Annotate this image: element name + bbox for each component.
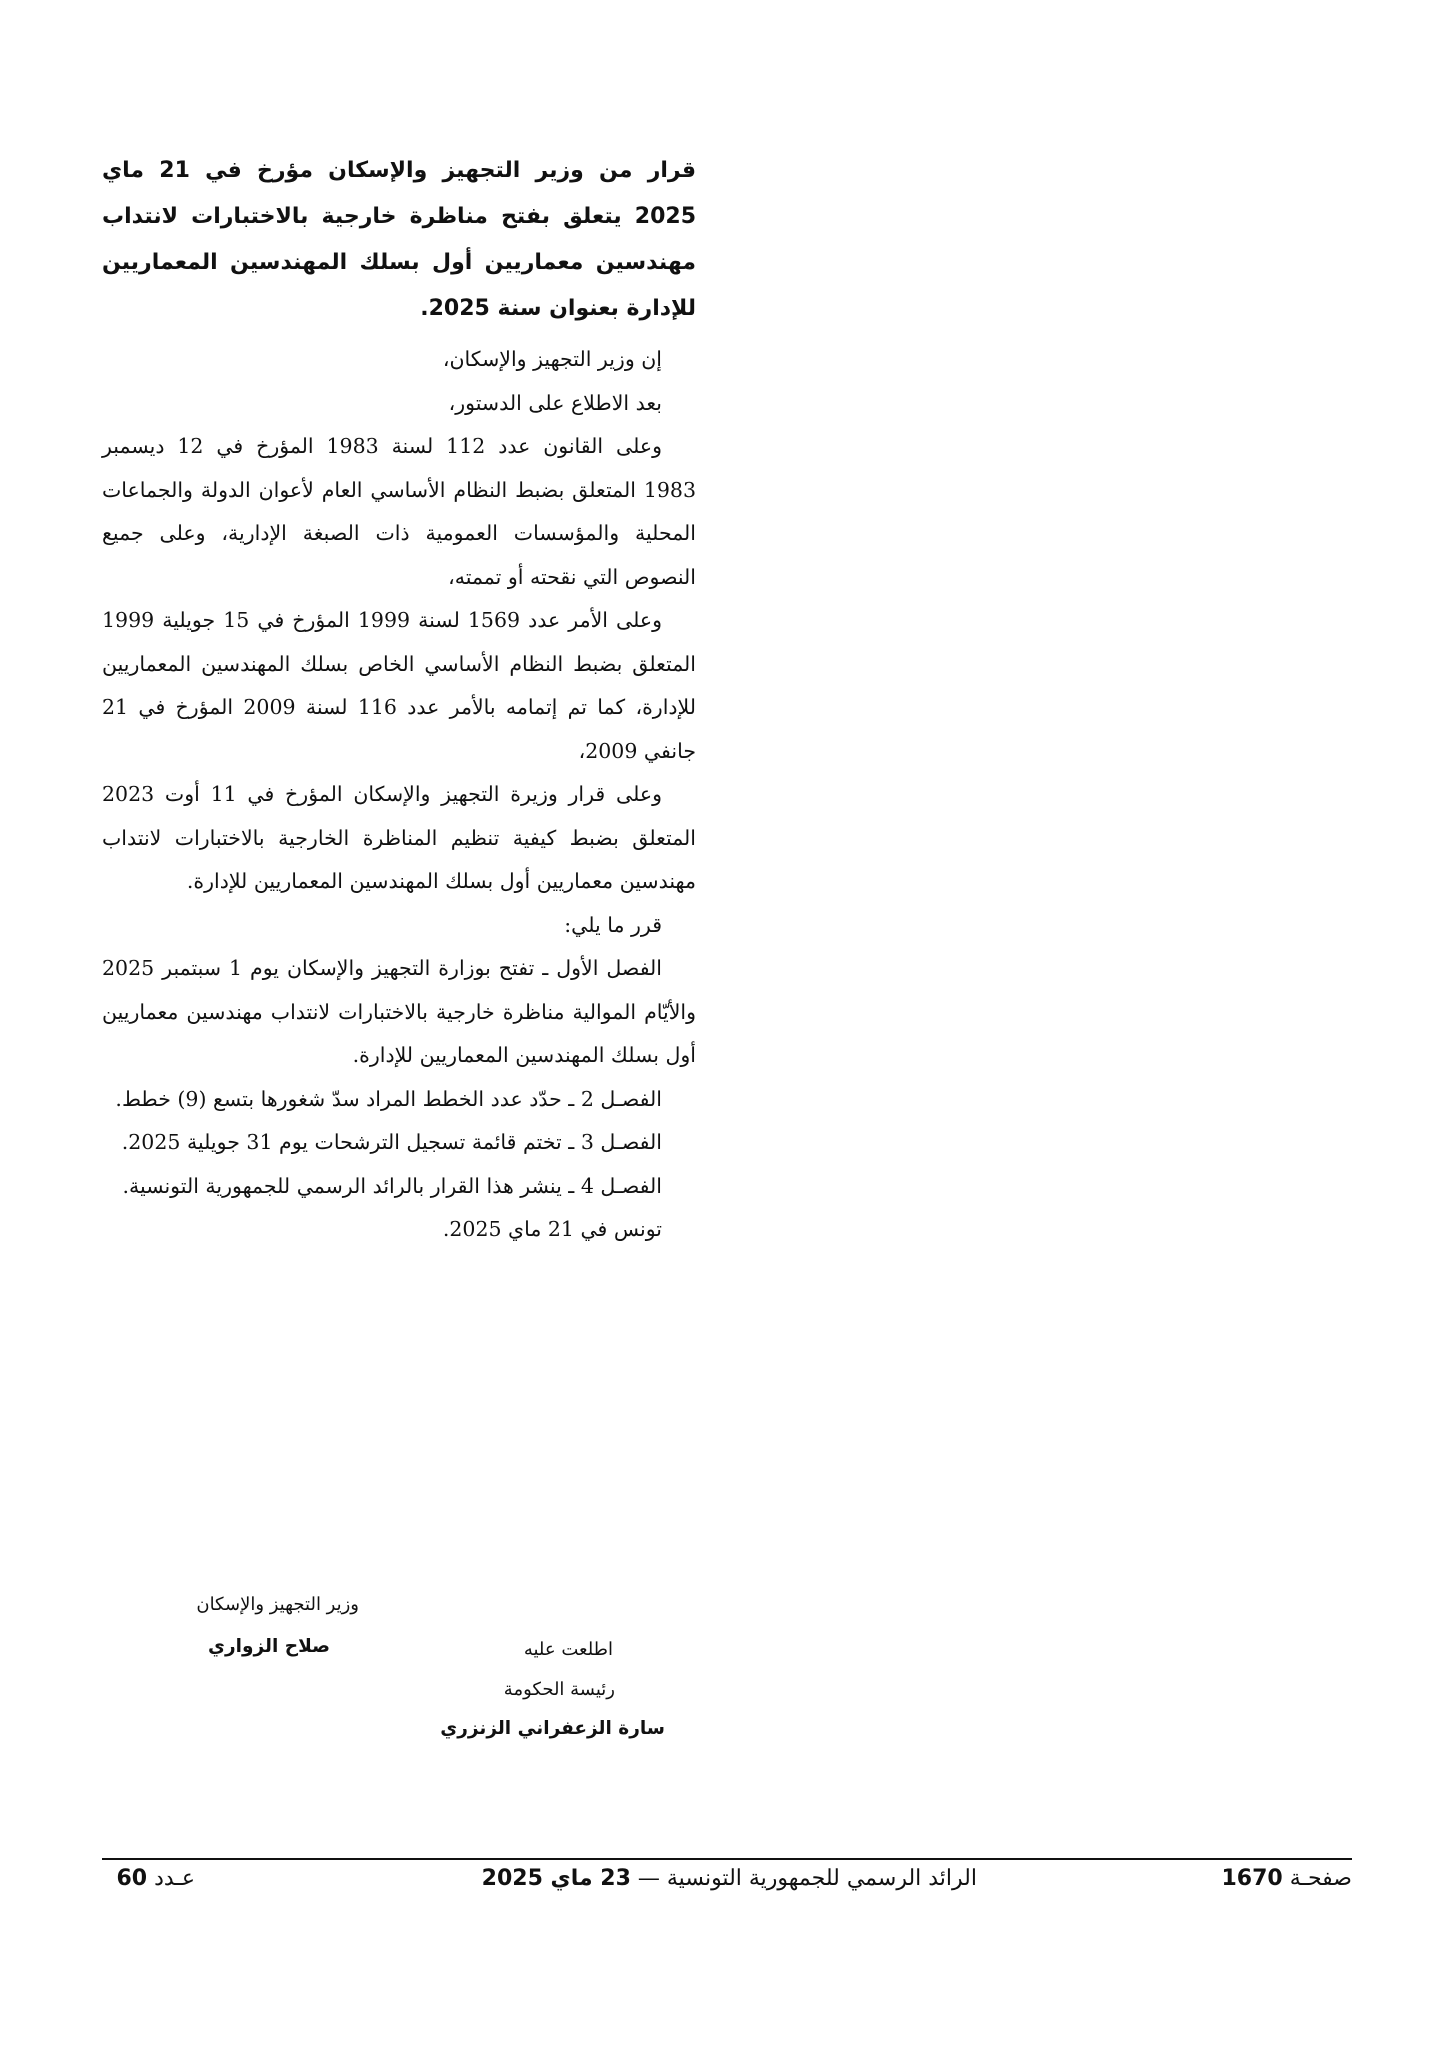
footer-journal bbox=[482, 1866, 977, 1891]
footer-issue-label: عـدد bbox=[154, 1866, 195, 1891]
paragraph-decides: قرر ما يلي: bbox=[564, 912, 662, 937]
pm-title: رئيسة الحكومة bbox=[503, 1679, 615, 1700]
article-1: الفصل الأول ـ تفتح بوزارة التجهيز والإسكان يوم 1 سبتمبر 2025 والأيّام الموالية مناظرة خارجية بالاختبارات لانتداب مهندسين معماريين أول بسلك المهندسين المعماريين للإدارة. bbox=[102, 956, 696, 1067]
article-3: الفصـل 3 ـ تختم قائمة تسجيل الترشحات يوم 31 جويلية 2025. bbox=[121, 1130, 662, 1154]
date-line: تونس في 21 ماي 2025. bbox=[442, 1217, 662, 1241]
decree-column bbox=[102, 148, 696, 1252]
pm-name: سارة الزعفراني الزنزري bbox=[440, 1718, 665, 1739]
paragraph-law-112: وعلى القانون عدد 112 لسنة 1983 المؤرخ في 12 ديسمبر 1983 المتعلق بضبط النظام الأساسي العام لأعوان الدولة والجماعات المحلية والمؤسسات العمومية ذات الصبغة الإدارية، وعلى جميع النصوص التي نقحته أو تممته، bbox=[102, 434, 696, 589]
footer-page bbox=[1222, 1866, 1353, 1891]
footer-issue bbox=[116, 1866, 195, 1891]
decree-body bbox=[102, 338, 696, 1208]
paragraph-preamble: إن وزير التجهيز والإسكان، bbox=[442, 347, 662, 371]
paragraph-decision-2023: وعلى قرار وزيرة التجهيز والإسكان المؤرخ في 11 أوت 2023 المتعلق بضبط كيفية تنظيم المناظرة الخارجية بالاختبارات لانتداب مهندسين معماريين أول بسلك المهندسين المعماريين للإدارة. bbox=[102, 782, 696, 893]
article-2: الفصـل 2 ـ حدّد عدد الخطط المراد سدّ شغورها بتسع (9) خطط. bbox=[115, 1086, 662, 1111]
footer-page-number: 1670 bbox=[1221, 1866, 1283, 1891]
footer-page-label: صفحـة bbox=[1289, 1866, 1352, 1891]
paragraph-order-1569: وعلى الأمر عدد 1569 لسنة 1999 المؤرخ في 15 جويلية 1999 المتعلق بضبط النظام الأساسي الخاص بسلك المهندسين المعماريين للإدارة، كما تم إتمامه بالأمر عدد 116 لسنة 2009 المؤرخ في 21 جانفي 2009، bbox=[102, 608, 697, 763]
seen-label: اطلعت عليه bbox=[523, 1639, 613, 1660]
decree-title: قرار من وزير التجهيز والإسكان مؤرخ في 21 ماي 2025 يتعلق بفتح مناظرة خارجية بالاختبارات لانتداب مهندسين معماريين أول بسلك المهندسين المعماريين للإدارة بعنوان سنة 2025. bbox=[102, 158, 696, 321]
footer-journal-name: الرائد الرسمي للجمهورية التونسية — bbox=[637, 1866, 977, 1891]
article-4: الفصـل 4 ـ ينشر هذا القرار بالرائد الرسمي للجمهورية التونسية. bbox=[122, 1173, 662, 1198]
paragraph-constitution: بعد الاطلاع على الدستور، bbox=[448, 390, 662, 415]
footer-divider bbox=[102, 1858, 1352, 1860]
minister-name: صلاح الزواري bbox=[208, 1636, 330, 1657]
footer-issue-number: 60 bbox=[116, 1866, 148, 1891]
footer-journal-date: 23 ماي 2025 bbox=[481, 1866, 631, 1891]
minister-title: وزير التجهيز والإسكان bbox=[196, 1594, 359, 1615]
